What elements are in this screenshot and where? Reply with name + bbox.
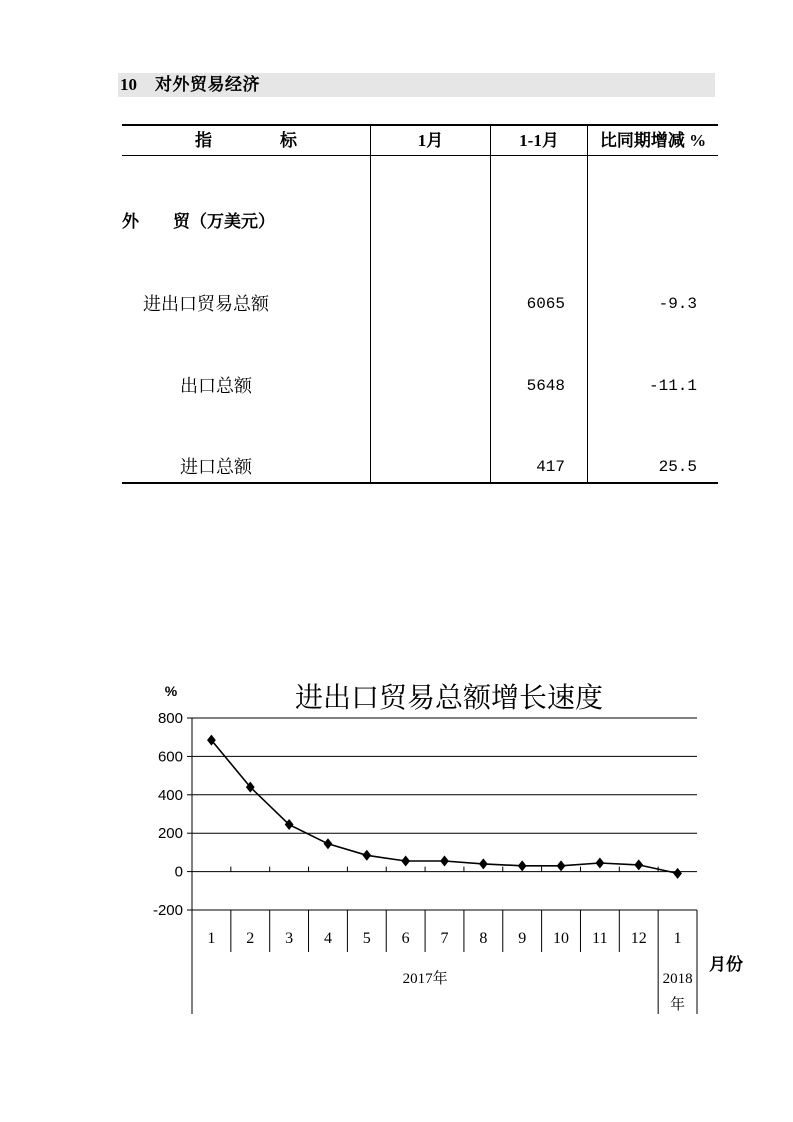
cumulative-value: 5648: [526, 377, 565, 395]
x-tick-label: 11: [592, 930, 608, 947]
x-tick-label: 12: [630, 930, 647, 947]
section-number: 10: [120, 75, 137, 94]
growth-line-chart: [0, 650, 793, 1030]
change-value: 25.5: [658, 458, 697, 476]
header-cumulative: 1-1月: [519, 131, 559, 150]
data-point: [440, 856, 449, 867]
x-tick-label: 5: [362, 930, 371, 947]
x-group-label: 2017年: [402, 971, 448, 987]
table-row: [0, 374, 793, 398]
cumulative-value: 6065: [526, 295, 565, 313]
section-header: [118, 73, 715, 97]
data-point: [324, 838, 333, 849]
table-top-rule: [122, 124, 718, 126]
header-month: 1月: [417, 131, 444, 150]
table-row: [0, 455, 793, 479]
data-point: [634, 859, 643, 870]
x-tick-label: 8: [479, 930, 488, 947]
y-axis-unit: %: [164, 683, 178, 699]
x-tick-label: 1: [673, 930, 682, 947]
data-point: [401, 856, 410, 867]
series-line: [211, 740, 677, 873]
y-tick-label: 200: [157, 825, 183, 843]
row-label: 出口总额: [180, 376, 252, 396]
data-point: [518, 860, 527, 871]
section-title: 对外贸易经济: [155, 75, 260, 94]
data-point: [673, 868, 682, 879]
table-row: [0, 292, 793, 316]
x-axis-unit: 月份: [709, 955, 743, 974]
x-tick-label: 9: [518, 930, 527, 947]
cumulative-value: 417: [536, 458, 565, 476]
x-tick-label: 4: [323, 930, 332, 947]
x-tick-label: 10: [553, 930, 570, 947]
x-group-label: 2018 年: [662, 971, 693, 1013]
row-label: 进出口贸易总额: [143, 294, 269, 314]
table-header-rule: [122, 155, 718, 156]
data-point: [557, 860, 566, 871]
data-point: [479, 858, 488, 869]
x-tick-label: 2: [246, 930, 255, 947]
y-tick-label: 600: [157, 748, 183, 766]
data-point: [595, 857, 604, 868]
x-tick-label: 1: [207, 930, 216, 947]
y-tick-label: 800: [157, 710, 183, 727]
table-bottom-rule: [122, 482, 718, 484]
chart-title: 进出口贸易总额增长速度: [294, 681, 604, 714]
change-value: -9.3: [658, 295, 697, 313]
y-tick-label: 400: [157, 786, 183, 804]
x-tick-label: 7: [440, 930, 449, 947]
x-tick-label: 6: [401, 930, 410, 947]
change-value: -11.1: [648, 377, 697, 395]
header-indicator: 指 标: [195, 131, 297, 150]
data-point: [362, 850, 371, 861]
x-tick-label: 3: [285, 930, 294, 947]
y-tick-label: 0: [174, 863, 183, 881]
row-label: 进口总额: [180, 457, 252, 477]
header-change: 比同期增减 %: [599, 131, 707, 150]
y-tick-label: -200: [152, 902, 183, 919]
category-label: 外 贸（万美元）: [122, 212, 275, 231]
